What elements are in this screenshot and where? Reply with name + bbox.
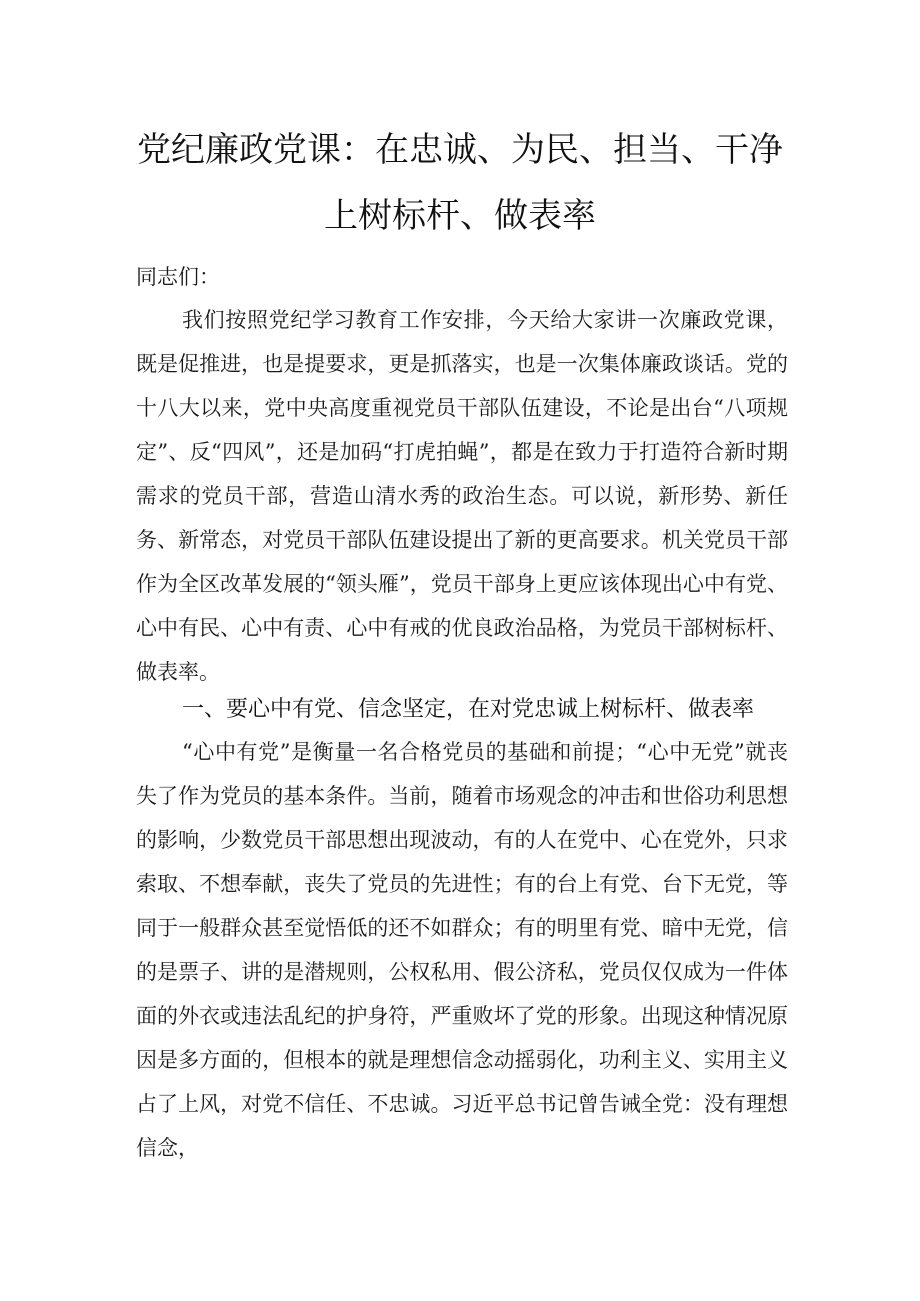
document-title-line-1: 党纪廉政党课：在忠诚、为民、担当、干净 <box>137 130 783 170</box>
paragraph-intro: 我们按照党纪学习教育工作安排，今天给大家讲一次廉政党课，既是促推进，也是提要求，更是抓落实，也是一次集体廉政谈话。党的十八大以来，党中央高度重视党员干部队伍建设，不论是出台“八项规定”、反“四风”，还是加码“打虎拍蝇”，都是在致力于打造符合新时期需求的党员干部，营造山清水秀的政治生态。可以说，新形势、新任务、新常态，对党员干部队伍建设提出了新的更高要求。机关党员干部作为全区改革发展的“领头雁”，党员干部身上更应该体现出心中有党、心中有民、心中有责、心中有戒的优良政治品格，为党员干部树标杆、做表率。 <box>136 308 788 684</box>
document-title-line-2: 上树标杆、做表率 <box>324 196 596 236</box>
paragraph-section-1: “心中有党”是衡量一名合格党员的基础和前提；“心中无党”就丧失了作为党员的基本条件。当前，随着市场观念的冲击和世俗功利思想的影响，少数党员干部思想出现波动，有的人在党中、心在党外，只求索取、不想奉献，丧失了党员的先进性；有的台上有党、台下无党，等同于一般群众甚至觉悟低的还不如群众；有的明里有党、暗中无党，信的是票子、讲的是潜规则，公权私用、假公济私，党员仅仅成为一件体面的外衣或违法乱纪的护身符，严重败坏了党的形象。出现这种情况原因是多方面的，但根本的就是理想信念动摇弱化，功利主义、实用主义占了上风，对党不信任、不忠诚。习近平总书记曾告诫全党：没有理想信念， <box>136 740 788 1160</box>
salutation: 同志们： <box>136 265 220 289</box>
section-1-heading: 一、要心中有党、信念坚定，在对党忠诚上树标杆、做表率 <box>182 697 755 722</box>
